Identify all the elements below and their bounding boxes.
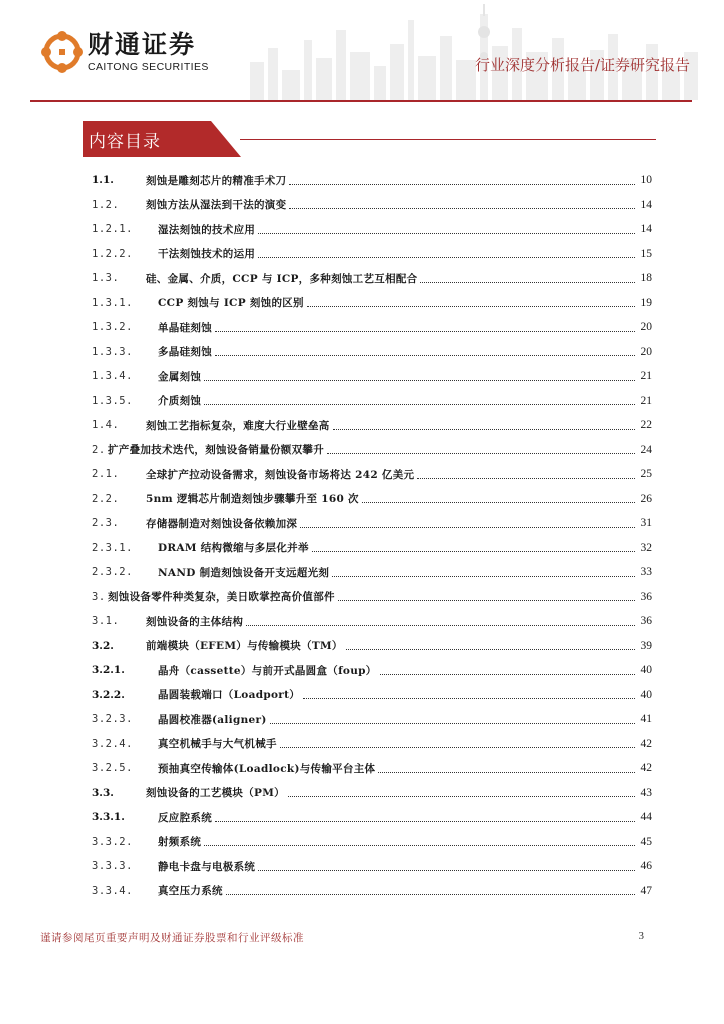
toc-entry-page: 44 <box>640 811 652 824</box>
toc-entry-page: 47 <box>640 884 652 897</box>
toc-entry[interactable] <box>92 658 652 683</box>
toc-entry-title: 射频系统 <box>158 836 202 849</box>
toc-entry-page: 14 <box>640 223 652 236</box>
toc-dot-leader <box>289 184 635 185</box>
toc-dot-leader <box>327 453 635 454</box>
toc-entry-number: 3.2.4. <box>92 737 133 750</box>
toc-dot-leader <box>338 600 635 601</box>
toc-entry-title: 全球扩产拉动设备需求，刻蚀设备市场将达 242 亿美元 <box>146 468 415 481</box>
toc-entry[interactable] <box>92 732 652 757</box>
toc-entry[interactable] <box>92 462 652 487</box>
toc-entry-page: 21 <box>640 370 652 383</box>
toc-entry-page: 10 <box>640 174 652 187</box>
toc-entry-number: 2.3. <box>92 517 120 530</box>
toc-dot-leader <box>204 845 635 846</box>
toc-dot-leader <box>215 821 635 822</box>
toc-entry-page: 43 <box>640 786 652 799</box>
toc-entry-number: 3.3.4. <box>92 884 133 897</box>
toc-entry-title: 金属刻蚀 <box>158 370 202 383</box>
toc-dot-leader <box>288 796 635 797</box>
toc-entry-title: 单晶硅刻蚀 <box>158 321 212 334</box>
toc-entry-number: 3.2.2. <box>92 688 125 701</box>
toc-entry[interactable] <box>92 756 652 781</box>
toc-entry-page: 19 <box>640 296 652 309</box>
toc-entry-page: 24 <box>640 443 652 456</box>
report-type-label: 行业深度分析报告/证券研究报告 <box>474 56 690 74</box>
toc-entry-page: 42 <box>640 762 652 775</box>
toc-entry-number: 1.3.5. <box>92 394 133 407</box>
toc-entry-page: 25 <box>640 468 652 481</box>
toc-entry[interactable] <box>92 315 652 340</box>
toc-entry-page: 22 <box>640 419 652 432</box>
toc-entry[interactable] <box>92 683 652 708</box>
toc-entry-title: 干法刻蚀技术的运用 <box>158 248 256 261</box>
toc-entry-page: 15 <box>640 247 652 260</box>
logo-english-name: CAITONG SECURITIES <box>88 61 209 73</box>
toc-entry-number: 1.2.1. <box>92 223 133 236</box>
toc-entry-number: 3. <box>92 590 106 603</box>
toc-entry[interactable] <box>92 854 652 879</box>
toc-dot-leader <box>378 772 635 773</box>
toc-entry[interactable] <box>92 511 652 536</box>
toc-entry-title: 前端模块（EFEM）与传输模块（TM） <box>146 640 343 653</box>
toc-entry-title: 真空压力系统 <box>158 885 223 898</box>
toc-entry[interactable] <box>92 487 652 512</box>
toc-entry-title: 5nm 逻辑芯片制造刻蚀步骤攀升至 160 次 <box>146 493 359 506</box>
toc-entry[interactable] <box>92 781 652 806</box>
toc-dot-leader <box>215 331 635 332</box>
toc-entry-page: 39 <box>640 639 652 652</box>
toc-dot-leader <box>303 698 635 699</box>
company-logo <box>40 30 209 74</box>
toc-entry-page: 21 <box>640 394 652 407</box>
toc-entry-title: 刻蚀设备的主体结构 <box>146 615 244 628</box>
toc-entry-number: 1.3.1. <box>92 296 133 309</box>
toc-dot-leader <box>270 723 635 724</box>
toc-dot-leader <box>258 870 635 871</box>
logo-chinese-name: 财通证券 <box>88 30 197 59</box>
toc-entry-number: 3.2.1. <box>92 664 125 677</box>
toc-dot-leader <box>312 551 635 552</box>
toc-entry[interactable] <box>92 560 652 585</box>
toc-dot-leader <box>380 674 635 675</box>
toc-entry[interactable] <box>92 168 652 193</box>
toc-entry[interactable] <box>92 413 652 438</box>
toc-entry[interactable] <box>92 536 652 561</box>
toc-entry-page: 46 <box>640 860 652 873</box>
toc-entry-page: 14 <box>640 198 652 211</box>
toc-dot-leader <box>346 649 635 650</box>
toc-entry-title: 静电卡盘与电极系统 <box>158 860 256 873</box>
toc-entry-title: 湿法刻蚀的技术应用 <box>158 223 256 236</box>
toc-entry-title: 存储器制造对刻蚀设备依赖加深 <box>146 517 298 530</box>
toc-entry[interactable] <box>92 438 652 463</box>
toc-entry-page: 40 <box>640 664 652 677</box>
toc-entry-page: 20 <box>640 321 652 334</box>
toc-entry-number: 3.3.3. <box>92 860 133 873</box>
toc-entry-title: 刻蚀设备的工艺模块（PM） <box>146 787 285 800</box>
toc-entry-number: 3.2.3. <box>92 713 133 726</box>
toc-dot-leader <box>289 208 635 209</box>
toc-entry-title: 预抽真空传输体(Loadlock)与传输平台主体 <box>158 762 376 775</box>
toc-dot-leader <box>204 404 635 405</box>
toc-entry-page: 31 <box>640 517 652 530</box>
toc-dot-leader <box>226 894 635 895</box>
toc-entry-title: 硅、金属、介质，CCP 与 ICP，多种刻蚀工艺互相配合 <box>146 272 418 285</box>
toc-dot-leader <box>362 502 635 503</box>
toc-entry-number: 1.2.2. <box>92 247 133 260</box>
toc-entry-number: 3.3.2. <box>92 835 133 848</box>
toc-entry[interactable] <box>92 389 652 414</box>
toc-entry-page: 40 <box>640 688 652 701</box>
toc-entry-number: 2. <box>92 443 106 456</box>
page-number: 3 <box>638 930 644 942</box>
caitong-logo-icon <box>40 30 84 74</box>
toc-entry-title: NAND 制造刻蚀设备开支远超光刻 <box>158 566 330 579</box>
toc-entry[interactable] <box>92 291 652 316</box>
toc-entry-title: 真空机械手与大气机械手 <box>158 738 277 751</box>
toc-entry-page: 20 <box>640 345 652 358</box>
toc-entry-title: 扩产叠加技术迭代，刻蚀设备销量份额双攀升 <box>108 444 324 457</box>
toc-title-divider <box>240 139 656 140</box>
toc-entry-number: 3.3.1. <box>92 811 125 824</box>
toc-entry-number: 3.1. <box>92 615 120 628</box>
toc-entry-title: 刻蚀方法从湿法到干法的演变 <box>146 199 287 212</box>
toc-entry-title: 刻蚀设备零件种类复杂，美日欧掌控高价值部件 <box>108 591 335 604</box>
toc-dot-leader <box>204 380 635 381</box>
toc-entry-title: 晶圆装载端口（Loadport） <box>158 689 301 702</box>
toc-entry-title: 介质刻蚀 <box>158 395 202 408</box>
toc-entry-number: 2.2. <box>92 492 120 505</box>
toc-entry-page: 32 <box>640 541 652 554</box>
toc-entry-page: 18 <box>640 272 652 285</box>
toc-entry-page: 36 <box>640 615 652 628</box>
toc-entry-page: 41 <box>640 713 652 726</box>
toc-entry-number: 2.1. <box>92 468 120 481</box>
toc-dot-leader <box>420 282 635 283</box>
toc-entry-page: 26 <box>640 492 652 505</box>
toc-entry-page: 45 <box>640 835 652 848</box>
toc-entry[interactable] <box>92 805 652 830</box>
toc-entry-title: CCP 刻蚀与 ICP 刻蚀的区别 <box>158 297 304 310</box>
toc-entry-page: 42 <box>640 737 652 750</box>
toc-entry[interactable] <box>92 242 652 267</box>
toc-dot-leader <box>280 747 635 748</box>
toc-entry[interactable] <box>92 193 652 218</box>
toc-entry[interactable] <box>92 879 652 904</box>
toc-entry[interactable] <box>92 830 652 855</box>
toc-entry-number: 3.2.5. <box>92 762 133 775</box>
toc-entry-number: 3.3. <box>92 786 114 799</box>
toc-entry[interactable] <box>92 364 652 389</box>
toc-entry-number: 1.3.3. <box>92 345 133 358</box>
toc-entry[interactable] <box>92 266 652 291</box>
toc-entry-number: 3.2. <box>92 639 114 652</box>
toc-entry[interactable] <box>92 634 652 659</box>
toc-dot-leader <box>307 306 635 307</box>
header-divider <box>30 100 692 102</box>
page-header <box>0 0 724 103</box>
toc-entry[interactable] <box>92 707 652 732</box>
toc-entry-number: 1.3.4. <box>92 370 133 383</box>
toc-title: 内容目录 <box>89 132 161 152</box>
toc-entry[interactable] <box>92 609 652 634</box>
toc-entry-title: 多晶硅刻蚀 <box>158 346 212 359</box>
toc-entry-number: 1.2. <box>92 198 120 211</box>
toc-dot-leader <box>258 233 635 234</box>
toc-entry-number: 2.3.1. <box>92 541 133 554</box>
toc-dot-leader <box>333 429 635 430</box>
toc-dot-leader <box>258 257 635 258</box>
toc-entry-title: DRAM 结构微缩与多层化并举 <box>158 542 309 555</box>
toc-entry-number: 1.3.2. <box>92 321 133 334</box>
footer-disclaimer: 谨请参阅尾页重要声明及财通证券股票和行业评级标准 <box>40 932 304 944</box>
toc-entry-title: 反应腔系统 <box>158 811 212 824</box>
toc-dot-leader <box>332 576 635 577</box>
table-of-contents <box>92 168 652 903</box>
toc-entry-title: 刻蚀工艺指标复杂，难度大行业壁垒高 <box>146 419 330 432</box>
toc-dot-leader <box>215 355 635 356</box>
toc-dot-leader <box>417 478 635 479</box>
toc-entry-number: 1.4. <box>92 419 120 432</box>
toc-dot-leader <box>300 527 635 528</box>
toc-entry-number: 2.3.2. <box>92 566 133 579</box>
toc-entry-page: 36 <box>640 590 652 603</box>
toc-dot-leader <box>246 625 635 626</box>
toc-entry-page: 33 <box>640 566 652 579</box>
toc-entry[interactable] <box>92 585 652 610</box>
toc-entry-number: 1.3. <box>92 272 120 285</box>
toc-entry[interactable] <box>92 217 652 242</box>
toc-entry-title: 晶舟（cassette）与前开式晶圆盒（foup） <box>158 664 377 677</box>
toc-entry-number: 1.1. <box>92 174 114 187</box>
toc-entry-title: 晶圆校准器(aligner) <box>158 713 267 726</box>
toc-entry-title: 刻蚀是雕刻芯片的精准手术刀 <box>146 174 287 187</box>
toc-entry[interactable] <box>92 340 652 365</box>
